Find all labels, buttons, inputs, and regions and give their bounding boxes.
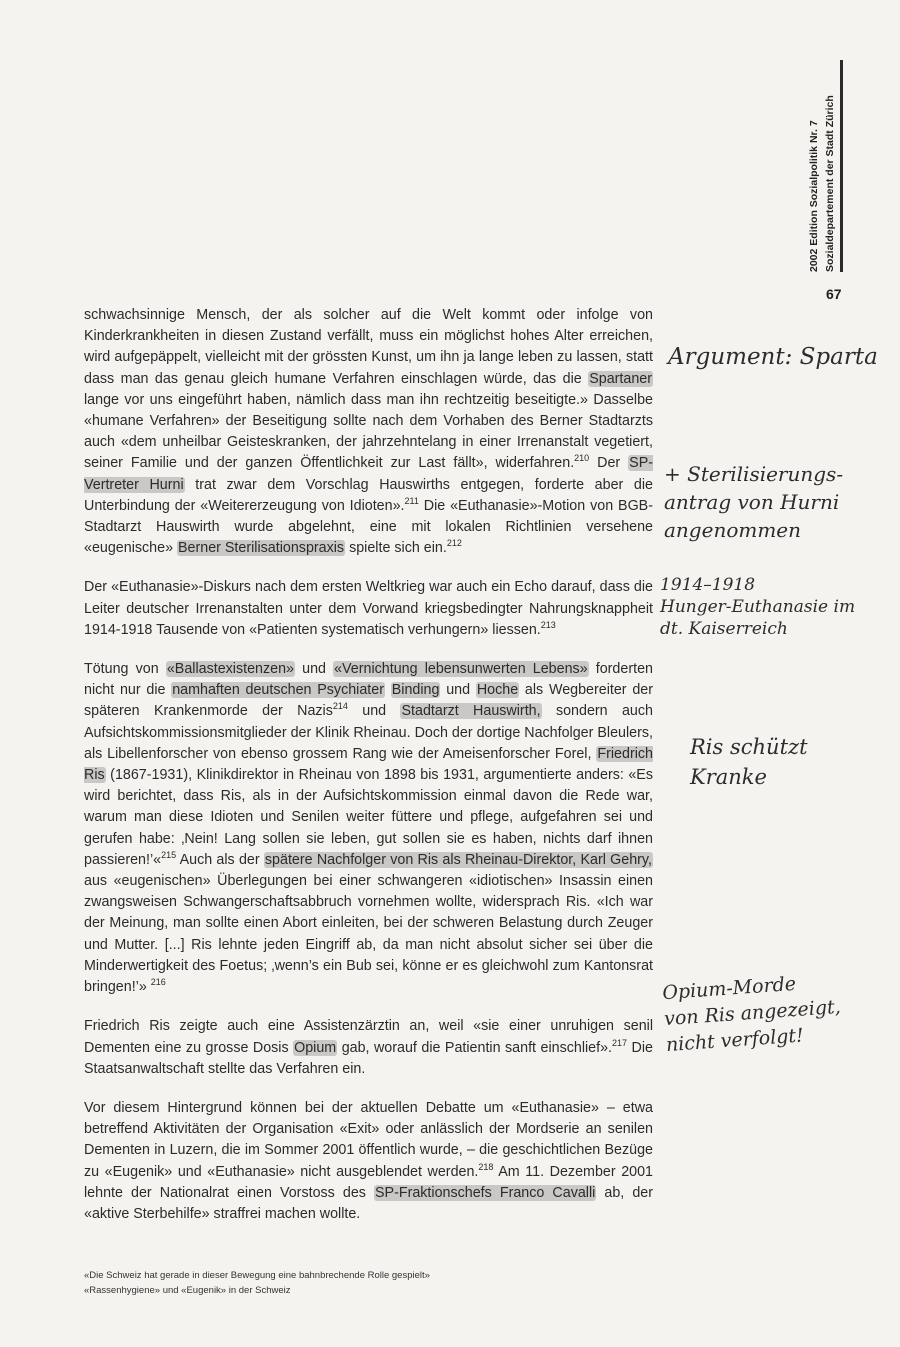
text-run: ab, der «aktive Sterbehilfe» straffrei machen wollte.	[84, 1184, 653, 1222]
paragraph	[84, 305, 653, 559]
annotation-sparta: Argument: Sparta	[668, 344, 878, 370]
sidebar-line-2: Sozialdepartement der Stadt Zürich	[824, 95, 836, 272]
footnote-ref: 213	[540, 620, 556, 631]
text-run: Der «Euthanasie»-Diskurs nach dem ersten Weltkrieg war auch ein Echo darauf, dass die Leiter deutscher Irrenanstalten unter dem Vorwand kriegsbedingter Nahrungsknappheit 1914-1918 Tausende von «Patienten systematisch verhungern» liessen.	[84, 579, 653, 638]
text-run: Am 11. Dezember 2001 lehnte der Nationalrat einen Vorstoss des	[84, 1163, 653, 1201]
text-run: aus «eugenischen» Überlegungen bei einer schwangeren «idiotischen» Insassin einen zwangsweisen Schwangerschaftsabbruch vornehmen wollte, widersprach Ris. «Ich war der Meinung, man sollte einen Abort einleiten, bei der schweren Belastung durch Zeuger und Mutter. [...] Ris lehnte jeden Eingriff ab, da man nicht absolut sicher sei über die Minderwertigkeit des Foetus; ‚wenn’s ein Bub sei, könne er es gleichwohl zum Kantonsrat bringen!’»	[84, 873, 653, 996]
text-run: als Wegbereiter der späteren Krankenmorde der Nazis	[84, 682, 653, 720]
text-run: forderten nicht nur die	[84, 661, 653, 699]
text-run: Der	[589, 455, 629, 472]
highlighted-text: SP-Vertreter Hurni	[84, 455, 653, 493]
annotation-ris-protects: Ris schützt Kranke	[690, 735, 808, 789]
text-run: Die «Euthanasie»-Motion von BGB-Stadtarzt Hauswirth wurde abgelehnt, eine mit lokalen Richtlinien versehene «eugenische»	[84, 497, 653, 557]
footnote-ref: 214	[332, 701, 348, 712]
footnote-ref: 215	[161, 850, 177, 861]
footnote-ref: 212	[446, 538, 462, 549]
text-run: und	[440, 682, 476, 699]
annotation-hunger-euthanasia: 1914–1918 Hunger-Euthanasie im dt. Kaiserreich	[660, 575, 856, 639]
footnote-ref: 211	[404, 496, 419, 507]
highlighted-text: «Ballastexistenzen»	[166, 661, 294, 678]
page-number: 67	[826, 286, 842, 302]
highlighted-text: Spartaner	[589, 370, 652, 387]
text-run: gab, worauf die Patientin sanft einschlief».	[337, 1039, 613, 1056]
footnote-ref: 210	[574, 453, 590, 464]
highlighted-text: Berner Sterilisationspraxis	[178, 540, 345, 557]
paragraph	[84, 1016, 653, 1080]
highlighted-text: SP-Fraktionschefs Franco Cavalli	[375, 1184, 596, 1201]
text-run: spielte sich ein.	[345, 540, 447, 557]
highlighted-text: Binding	[391, 682, 440, 699]
text-run: Auch als der	[176, 851, 264, 868]
footer-line-2: «Rassenhygiene» und «Eugenik» in der Schweiz	[84, 1285, 291, 1296]
annotation-sterilisation: + Sterilisierungs- antrag von Hurni angenommen	[664, 462, 844, 542]
footnote-ref: 217	[612, 1037, 628, 1048]
text-run: Die Staatsanwaltschaft stellte das Verfahren ein.	[84, 1039, 653, 1077]
highlighted-text: Friedrich Ris	[84, 745, 653, 784]
text-run: schwachsinnige Mensch, der als solcher auf die Welt kommt oder infolge von Kinderkrankheiten in diesen Zustand verfällt, muss ein möglichst hohes Alter erreichen, wird aufgepäppelt, vielleicht mit der grössten Kunst, um ihn ja lange leben zu lassen, statt dass man das genau gleich humane Verfahren einschlagen würde, das die	[84, 307, 653, 387]
text-run: Friedrich Ris zeigte auch eine Assistenzärztin an, weil «sie einer unruhigen senil Dementen eine zu grosse Dosis	[84, 1018, 653, 1056]
text-run: Vor diesem Hintergrund können bei der aktuellen Debatte um «Euthanasie» – etwa betreffend Aktivitäten der Organisation «Exit» oder anlässlich der Mordserie an senilen Dementen in Luzern, die im Sommer 2001 öffentlich wurde, – die geschichtlichen Bezüge zu «Eugenik» und «Euthanasie» nicht ausgeblendet werden.	[84, 1099, 653, 1180]
paragraph	[84, 1098, 653, 1225]
text-run: (1867-1931), Klinikdirektor in Rheinau von 1898 bis 1931, argumentierte anders: «Es wird berichtet, dass Ris, als in der Aufsichtskommission einmal davon die Rede war, warum man diese Idioten und Senilen weiter füttere und pflege, aufgefahren sei und gerufen habe: ‚Nein! Lang sollen sie leben, gut sollen sie es haben, nichts darf ihnen passieren!’«	[84, 767, 653, 868]
footer	[84, 1268, 430, 1298]
annotation-opium-murders: Opium-Morde von Ris angezeigt, nicht verfolgt!	[661, 972, 842, 1057]
highlighted-text: Stadtarzt Hauswirth,	[401, 703, 541, 720]
footer-line-1: «Die Schweiz hat gerade in dieser Bewegung eine bahnbrechende Rolle gespielt»	[84, 1270, 430, 1281]
text-run: sondern auch Aufsichtskommissionsmitglieder der Klinik Rheinau. Doch der dortige Nachfolger Bleulers, als Libellenforscher von ebenso grossem Rang wie der Ameisenforscher Forel,	[84, 703, 653, 762]
footnote-ref: 216	[150, 977, 166, 988]
footnote-ref: 218	[478, 1161, 494, 1172]
text-run: trat zwar dem Vorschlag Hauswirths entgegen, forderte aber die Unterbindung der «Weitererzeugung von Idioten».	[84, 476, 653, 514]
highlighted-text: Hoche	[476, 682, 519, 699]
sidebar-rule	[840, 60, 843, 272]
highlighted-text: spätere Nachfolger von Ris als Rheinau-Direktor, Karl Gehry,	[264, 851, 652, 868]
highlighted-text: Opium	[294, 1039, 337, 1056]
text-run: Tötung von	[84, 661, 166, 678]
sidebar-series-title	[806, 95, 838, 272]
body-text	[84, 305, 653, 1243]
sidebar-line-1: 2002 Edition Sozialpolitik Nr. 7	[808, 120, 820, 272]
paragraph	[84, 659, 653, 998]
highlighted-text: «Vernichtung lebensunwerten Lebens»	[334, 661, 588, 678]
text-run: und	[347, 703, 401, 720]
text-run: und	[295, 661, 334, 678]
text-run: lange vor uns eingeführt haben, nämlich dass man ihn rechtzeitig beseitigte.» Dasselbe «humane Verfahren» der Beseitigung sollte nach dem Vorhaben des Berner Stadtarzts auch «dem unheilbar Geisteskranken, der jahrzehntelang in einer Irrenanstalt vegetiert, seiner Familie und der ganzen Öffentlichkeit zur Last fällt», widerfahren.	[84, 391, 653, 472]
paragraph	[84, 577, 653, 641]
text-run	[385, 682, 391, 698]
highlighted-text: namhaften deutschen Psychiater	[172, 682, 384, 699]
